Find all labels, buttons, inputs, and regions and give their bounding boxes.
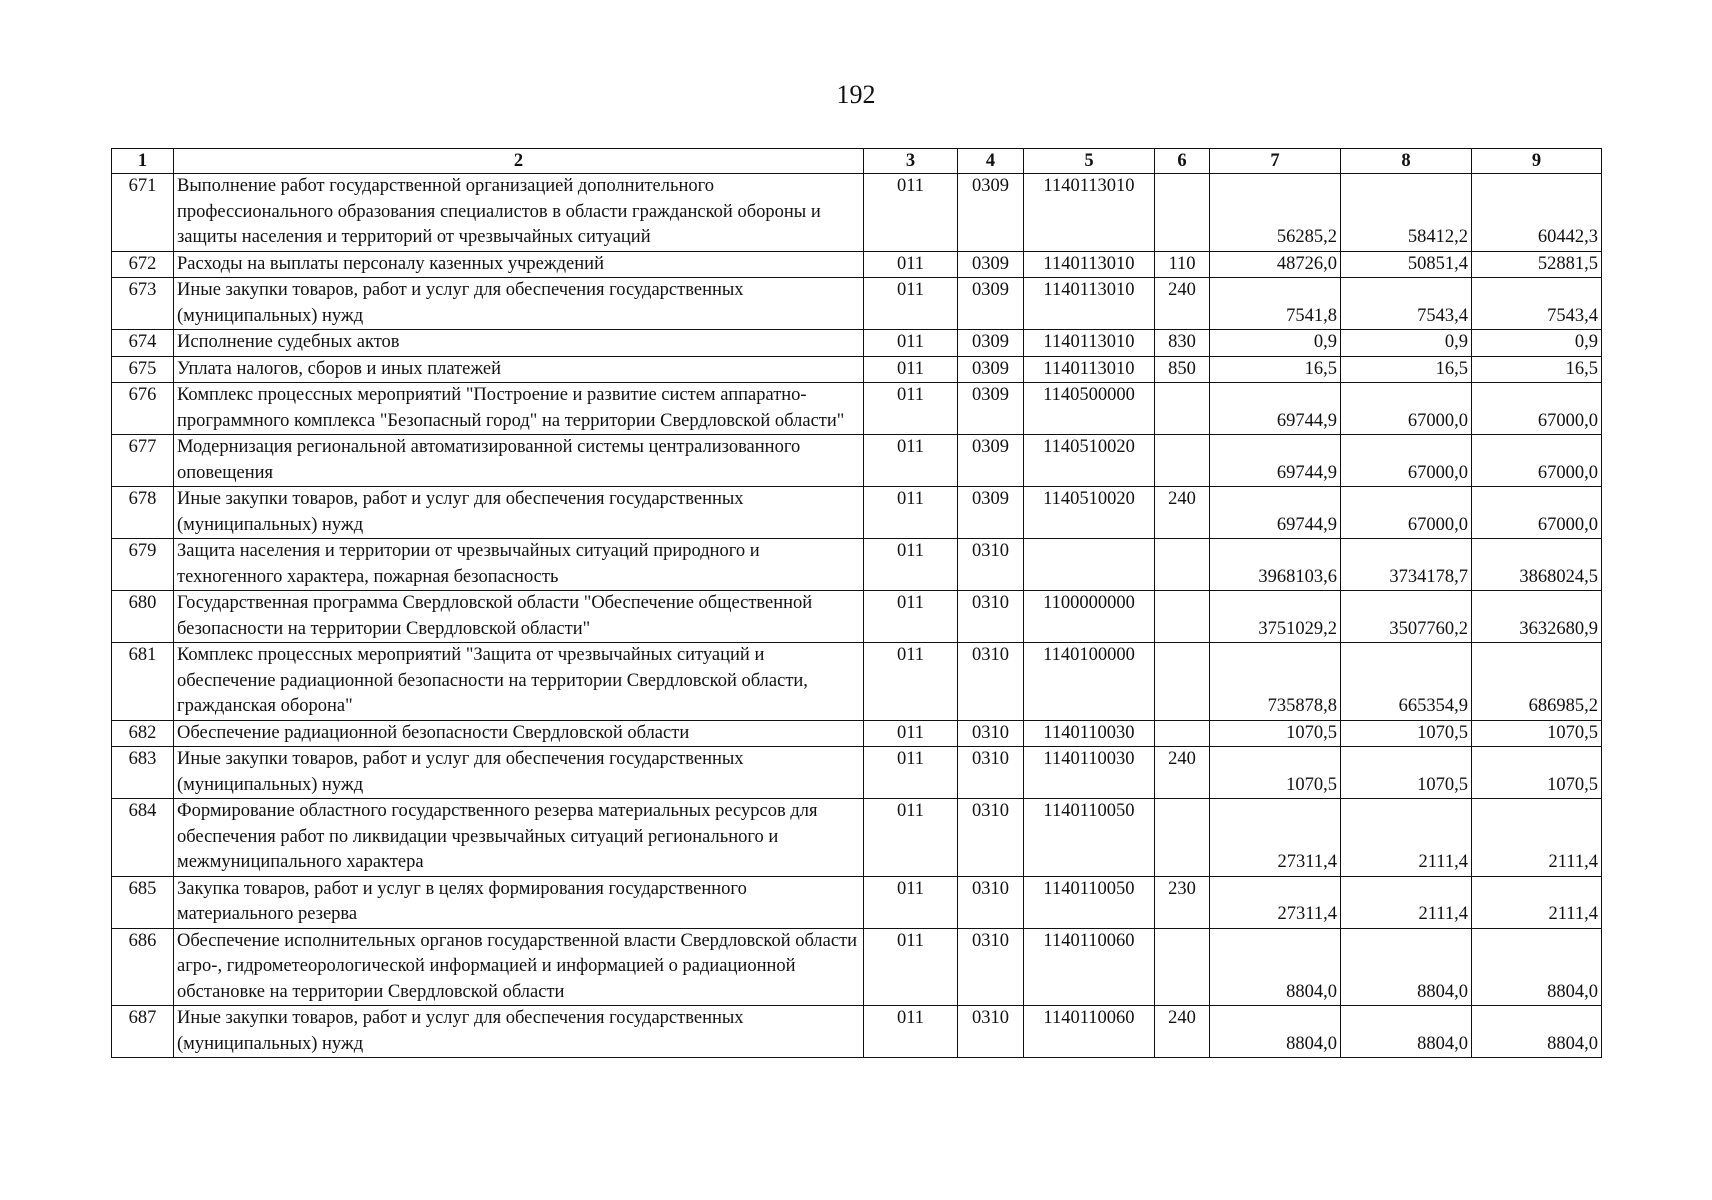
amount-year1-cell: 1070,5 xyxy=(1210,720,1341,747)
column-header: 2 xyxy=(174,149,864,174)
target-article-cell: 1100000000 xyxy=(1024,591,1155,643)
amount-year2-cell: 58412,2 xyxy=(1341,174,1472,252)
item-name-cell: Обеспечение радиационной безопасности Свердловской области xyxy=(174,720,864,747)
amount-year3-cell: 67000,0 xyxy=(1472,383,1602,435)
expense-type-cell: 240 xyxy=(1155,747,1210,799)
table-row xyxy=(112,251,1602,278)
budget-table xyxy=(111,148,1602,1058)
table-row xyxy=(112,928,1602,1006)
row-number-cell: 687 xyxy=(112,1006,174,1058)
expense-type-cell xyxy=(1155,435,1210,487)
amount-year1-cell: 8804,0 xyxy=(1210,1006,1341,1058)
amount-year3-cell: 1070,5 xyxy=(1472,747,1602,799)
amount-year3-cell: 8804,0 xyxy=(1472,1006,1602,1058)
expense-type-cell xyxy=(1155,720,1210,747)
item-name-cell: Исполнение судебных актов xyxy=(174,330,864,357)
table-row xyxy=(112,591,1602,643)
row-number-cell: 679 xyxy=(112,539,174,591)
amount-year2-cell: 7543,4 xyxy=(1341,278,1472,330)
amount-year2-cell: 1070,5 xyxy=(1341,720,1472,747)
item-name-cell: Модернизация региональной автоматизированной системы централизованного оповещения xyxy=(174,435,864,487)
target-article-cell: 1140500000 xyxy=(1024,383,1155,435)
amount-year3-cell: 1070,5 xyxy=(1472,720,1602,747)
page-number: 192 xyxy=(836,80,876,109)
ministry-code-cell: 011 xyxy=(864,591,958,643)
target-article-cell: 1140113010 xyxy=(1024,356,1155,383)
target-article-cell xyxy=(1024,539,1155,591)
amount-year2-cell: 67000,0 xyxy=(1341,487,1472,539)
target-article-cell: 1140110030 xyxy=(1024,747,1155,799)
table-row xyxy=(112,539,1602,591)
section-code-cell: 0310 xyxy=(958,720,1024,747)
table-row xyxy=(112,278,1602,330)
ministry-code-cell: 011 xyxy=(864,876,958,928)
item-name-cell: Закупка товаров, работ и услуг в целях формирования государственного материального резерва xyxy=(174,876,864,928)
amount-year3-cell: 8804,0 xyxy=(1472,928,1602,1006)
target-article-cell: 1140110060 xyxy=(1024,1006,1155,1058)
expense-type-cell xyxy=(1155,928,1210,1006)
ministry-code-cell: 011 xyxy=(864,747,958,799)
row-number-cell: 681 xyxy=(112,643,174,721)
ministry-code-cell: 011 xyxy=(864,799,958,877)
section-code-cell: 0310 xyxy=(958,928,1024,1006)
section-code-cell: 0309 xyxy=(958,174,1024,252)
section-code-cell: 0310 xyxy=(958,876,1024,928)
item-name-cell: Расходы на выплаты персоналу казенных учреждений xyxy=(174,251,864,278)
row-number-cell: 683 xyxy=(112,747,174,799)
amount-year3-cell: 60442,3 xyxy=(1472,174,1602,252)
amount-year3-cell: 3632680,9 xyxy=(1472,591,1602,643)
amount-year1-cell: 0,9 xyxy=(1210,330,1341,357)
item-name-cell: Уплата налогов, сборов и иных платежей xyxy=(174,356,864,383)
row-number-cell: 682 xyxy=(112,720,174,747)
ministry-code-cell: 011 xyxy=(864,928,958,1006)
amount-year2-cell: 3507760,2 xyxy=(1341,591,1472,643)
target-article-cell: 1140510020 xyxy=(1024,435,1155,487)
item-name-cell: Иные закупки товаров, работ и услуг для обеспечения государственных (муниципальных) нужд xyxy=(174,278,864,330)
table-row xyxy=(112,435,1602,487)
target-article-cell: 1140100000 xyxy=(1024,643,1155,721)
ministry-code-cell: 011 xyxy=(864,356,958,383)
expense-type-cell: 240 xyxy=(1155,278,1210,330)
amount-year2-cell: 16,5 xyxy=(1341,356,1472,383)
amount-year1-cell: 69744,9 xyxy=(1210,383,1341,435)
ministry-code-cell: 011 xyxy=(864,435,958,487)
section-code-cell: 0309 xyxy=(958,251,1024,278)
amount-year3-cell: 2111,4 xyxy=(1472,876,1602,928)
row-number-cell: 675 xyxy=(112,356,174,383)
table-row xyxy=(112,1006,1602,1058)
table-row xyxy=(112,330,1602,357)
ministry-code-cell: 011 xyxy=(864,539,958,591)
expense-type-cell: 830 xyxy=(1155,330,1210,357)
item-name-cell: Иные закупки товаров, работ и услуг для обеспечения государственных (муниципальных) нужд xyxy=(174,1006,864,1058)
expense-type-cell: 240 xyxy=(1155,1006,1210,1058)
row-number-cell: 673 xyxy=(112,278,174,330)
amount-year1-cell: 735878,8 xyxy=(1210,643,1341,721)
ministry-code-cell: 011 xyxy=(864,330,958,357)
table-row xyxy=(112,643,1602,721)
expense-type-cell: 230 xyxy=(1155,876,1210,928)
item-name-cell: Иные закупки товаров, работ и услуг для обеспечения государственных (муниципальных) нужд xyxy=(174,487,864,539)
amount-year2-cell: 67000,0 xyxy=(1341,383,1472,435)
ministry-code-cell: 011 xyxy=(864,720,958,747)
section-code-cell: 0309 xyxy=(958,356,1024,383)
section-code-cell: 0309 xyxy=(958,435,1024,487)
amount-year1-cell: 27311,4 xyxy=(1210,799,1341,877)
row-number-cell: 685 xyxy=(112,876,174,928)
row-number-cell: 671 xyxy=(112,174,174,252)
amount-year3-cell: 16,5 xyxy=(1472,356,1602,383)
expense-type-cell xyxy=(1155,174,1210,252)
amount-year1-cell: 8804,0 xyxy=(1210,928,1341,1006)
amount-year3-cell: 67000,0 xyxy=(1472,435,1602,487)
amount-year1-cell: 48726,0 xyxy=(1210,251,1341,278)
row-number-cell: 684 xyxy=(112,799,174,877)
item-name-cell: Комплекс процессных мероприятий "Построение и развитие систем аппаратно-программного комплекса "Безопасный город" на территории Свердловской области" xyxy=(174,383,864,435)
expense-type-cell: 110 xyxy=(1155,251,1210,278)
amount-year2-cell: 50851,4 xyxy=(1341,251,1472,278)
amount-year2-cell: 665354,9 xyxy=(1341,643,1472,721)
amount-year1-cell: 3751029,2 xyxy=(1210,591,1341,643)
amount-year2-cell: 2111,4 xyxy=(1341,799,1472,877)
section-code-cell: 0309 xyxy=(958,330,1024,357)
amount-year3-cell: 686985,2 xyxy=(1472,643,1602,721)
table-header-row xyxy=(112,149,1602,174)
amount-year1-cell: 1070,5 xyxy=(1210,747,1341,799)
target-article-cell: 1140113010 xyxy=(1024,330,1155,357)
section-code-cell: 0309 xyxy=(958,278,1024,330)
table-row xyxy=(112,876,1602,928)
column-header: 8 xyxy=(1341,149,1472,174)
target-article-cell: 1140110060 xyxy=(1024,928,1155,1006)
column-header: 3 xyxy=(864,149,958,174)
ministry-code-cell: 011 xyxy=(864,251,958,278)
ministry-code-cell: 011 xyxy=(864,278,958,330)
item-name-cell: Обеспечение исполнительных органов государственной власти Свердловской области агро-, гидрометеорологической информацией и информацией о радиационной обстановке на территории Свердловской области xyxy=(174,928,864,1006)
table-row xyxy=(112,799,1602,877)
target-article-cell: 1140110050 xyxy=(1024,799,1155,877)
amount-year2-cell: 67000,0 xyxy=(1341,435,1472,487)
section-code-cell: 0310 xyxy=(958,1006,1024,1058)
amount-year1-cell: 27311,4 xyxy=(1210,876,1341,928)
amount-year2-cell: 2111,4 xyxy=(1341,876,1472,928)
target-article-cell: 1140113010 xyxy=(1024,174,1155,252)
item-name-cell: Формирование областного государственного резерва материальных ресурсов для обеспечения работ по ликвидации чрезвычайных ситуаций регионального и межмуниципального характера xyxy=(174,799,864,877)
row-number-cell: 672 xyxy=(112,251,174,278)
section-code-cell: 0310 xyxy=(958,539,1024,591)
section-code-cell: 0310 xyxy=(958,591,1024,643)
ministry-code-cell: 011 xyxy=(864,487,958,539)
amount-year2-cell: 8804,0 xyxy=(1341,928,1472,1006)
item-name-cell: Иные закупки товаров, работ и услуг для обеспечения государственных (муниципальных) нужд xyxy=(174,747,864,799)
table-row xyxy=(112,174,1602,252)
table-row xyxy=(112,487,1602,539)
ministry-code-cell: 011 xyxy=(864,643,958,721)
target-article-cell: 1140110050 xyxy=(1024,876,1155,928)
ministry-code-cell: 011 xyxy=(864,1006,958,1058)
column-header: 7 xyxy=(1210,149,1341,174)
amount-year2-cell: 3734178,7 xyxy=(1341,539,1472,591)
expense-type-cell xyxy=(1155,591,1210,643)
expense-type-cell xyxy=(1155,799,1210,877)
item-name-cell: Государственная программа Свердловской области "Обеспечение общественной безопасности на территории Свердловской области" xyxy=(174,591,864,643)
table-row xyxy=(112,356,1602,383)
column-header: 9 xyxy=(1472,149,1602,174)
table-body xyxy=(112,174,1602,1058)
row-number-cell: 678 xyxy=(112,487,174,539)
expense-type-cell: 850 xyxy=(1155,356,1210,383)
section-code-cell: 0310 xyxy=(958,747,1024,799)
target-article-cell: 1140110030 xyxy=(1024,720,1155,747)
row-number-cell: 686 xyxy=(112,928,174,1006)
table-row xyxy=(112,383,1602,435)
item-name-cell: Комплекс процессных мероприятий "Защита от чрезвычайных ситуаций и обеспечение радиационной безопасности на территории Свердловской области, гражданская оборона" xyxy=(174,643,864,721)
target-article-cell: 1140113010 xyxy=(1024,251,1155,278)
column-header: 6 xyxy=(1155,149,1210,174)
amount-year2-cell: 8804,0 xyxy=(1341,1006,1472,1058)
section-code-cell: 0310 xyxy=(958,799,1024,877)
item-name-cell: Защита населения и территории от чрезвычайных ситуаций природного и техногенного характера, пожарная безопасность xyxy=(174,539,864,591)
column-header: 4 xyxy=(958,149,1024,174)
section-code-cell: 0310 xyxy=(958,643,1024,721)
amount-year3-cell: 67000,0 xyxy=(1472,487,1602,539)
amount-year3-cell: 2111,4 xyxy=(1472,799,1602,877)
expense-type-cell xyxy=(1155,539,1210,591)
row-number-cell: 680 xyxy=(112,591,174,643)
amount-year1-cell: 56285,2 xyxy=(1210,174,1341,252)
amount-year3-cell: 7543,4 xyxy=(1472,278,1602,330)
expense-type-cell xyxy=(1155,383,1210,435)
amount-year2-cell: 1070,5 xyxy=(1341,747,1472,799)
section-code-cell: 0309 xyxy=(958,487,1024,539)
section-code-cell: 0309 xyxy=(958,383,1024,435)
amount-year1-cell: 16,5 xyxy=(1210,356,1341,383)
amount-year1-cell: 3968103,6 xyxy=(1210,539,1341,591)
amount-year1-cell: 69744,9 xyxy=(1210,487,1341,539)
item-name-cell: Выполнение работ государственной организацией дополнительного профессионального образования специалистов в области гражданской обороны и защиты населения и территорий от чрезвычайных ситуаций xyxy=(174,174,864,252)
expense-type-cell: 240 xyxy=(1155,487,1210,539)
table-row xyxy=(112,747,1602,799)
amount-year3-cell: 3868024,5 xyxy=(1472,539,1602,591)
target-article-cell: 1140113010 xyxy=(1024,278,1155,330)
amount-year3-cell: 0,9 xyxy=(1472,330,1602,357)
target-article-cell: 1140510020 xyxy=(1024,487,1155,539)
table-row xyxy=(112,720,1602,747)
amount-year1-cell: 69744,9 xyxy=(1210,435,1341,487)
column-header: 1 xyxy=(112,149,174,174)
amount-year2-cell: 0,9 xyxy=(1341,330,1472,357)
row-number-cell: 674 xyxy=(112,330,174,357)
column-header: 5 xyxy=(1024,149,1155,174)
ministry-code-cell: 011 xyxy=(864,383,958,435)
row-number-cell: 676 xyxy=(112,383,174,435)
expense-type-cell xyxy=(1155,643,1210,721)
amount-year1-cell: 7541,8 xyxy=(1210,278,1341,330)
amount-year3-cell: 52881,5 xyxy=(1472,251,1602,278)
ministry-code-cell: 011 xyxy=(864,174,958,252)
row-number-cell: 677 xyxy=(112,435,174,487)
